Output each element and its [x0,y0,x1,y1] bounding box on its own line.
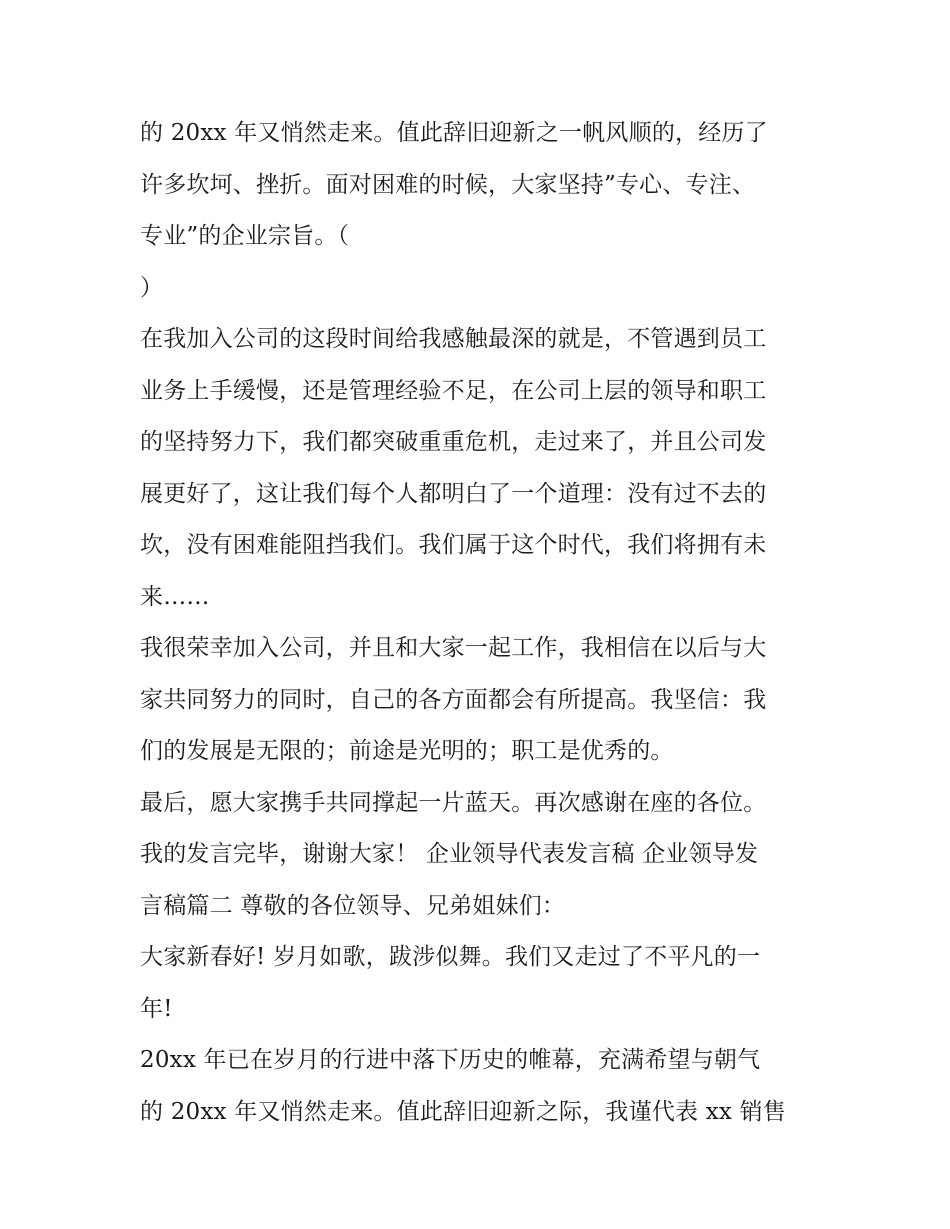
text-line: 的坚持努力下，我们都突破重重危机，走过来了，并且公司发 [140,429,767,455]
text-line: 我的发言完毕，谢谢大家！ 企业领导代表发言稿 企业领导发 [140,841,759,867]
text-line: ） [140,274,164,301]
text-line: 20xx 年已在岁月的行进中落下历史的帷幕，充满希望与朝气 [140,1047,761,1073]
text-line: 言稿篇二 尊敬的各位领导、兄弟姐妹们： [140,892,566,919]
text-line: 许多坎坷、挫折。面对困难的时候，大家坚持”专心、专注、 [140,171,756,198]
text-line: 来…… [140,583,210,610]
text-line: 的 20xx 年又悄然走来。值此辞旧迎新之一帆风顺的，经历了 [140,120,768,146]
text-line: 们的发展是无限的；前途是光明的；职工是优秀的。 [140,738,674,764]
text-line: 在我加入公司的这段时间给我感触最深的就是，不管遇到员工 [140,326,767,352]
text-line: 展更好了，这让我们每个人都明白了一个道理：没有过不去的 [140,480,767,507]
text-line: 最后，愿大家携手共同撑起一片蓝天。再次感谢在座的各位。 [140,789,767,816]
text-line: 坎，没有困难能阻挡我们。我们属于这个时代，我们将拥有未 [140,532,767,558]
text-line: 的 20xx 年又悄然走来。值此辞旧迎新之际，我谨代表 xx 销售 [140,1098,786,1125]
text-line: 我很荣幸加入公司，并且和大家一起工作，我相信在以后与大 [140,635,767,661]
text-line: 年! [140,995,173,1022]
text-line: 大家新春好! 岁月如歌，跋涉似舞。我们又走过了不平凡的一 [140,944,761,970]
body-text [140,108,820,1138]
text-line: 专业”的企业宗旨。（ [140,223,350,249]
text-line: 家共同努力的同时，自己的各方面都会有所提高。我坚信：我 [140,686,767,713]
text-line: 业务上手缓慢，还是管理经验不足，在公司上层的领导和职工 [140,377,767,404]
